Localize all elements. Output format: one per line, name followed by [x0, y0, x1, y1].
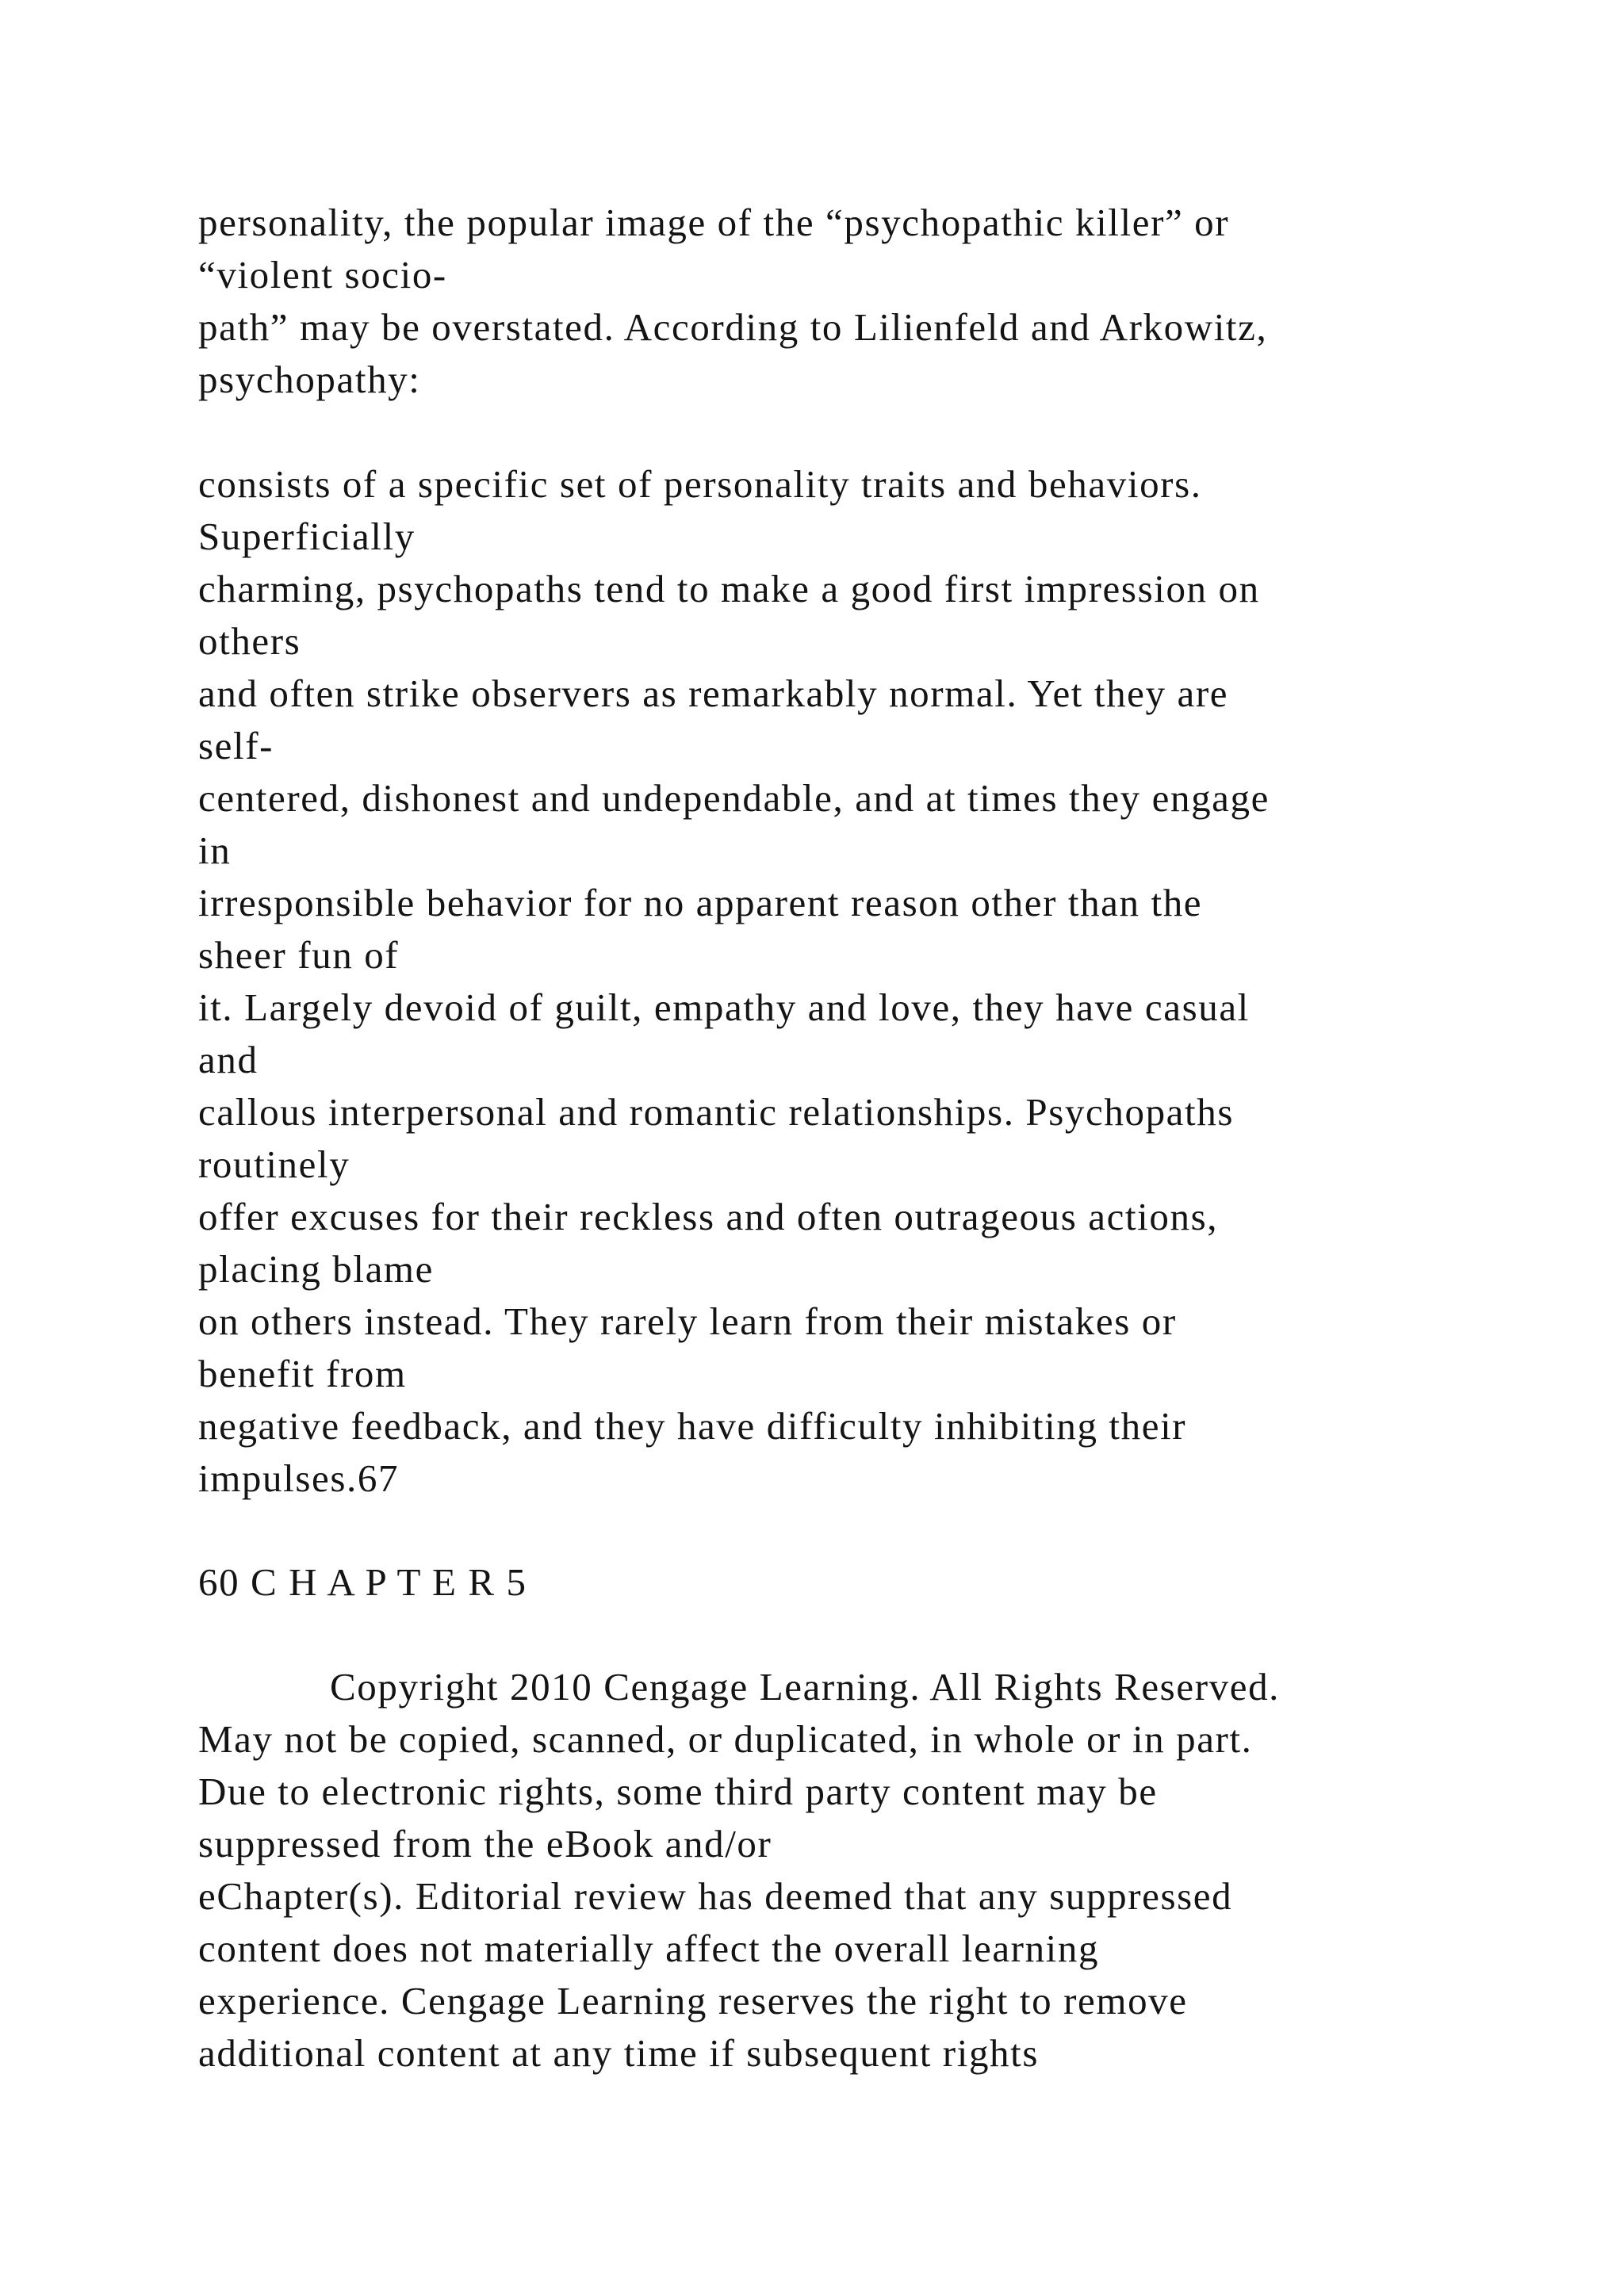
chapter-page-label: 60 C H A P T E R 5 — [198, 1560, 527, 1604]
text-line: Copyright 2010 Cengage Learning. All Rights Reserved. — [330, 1665, 1281, 1709]
block-quote — [198, 458, 1546, 1505]
text-line: offer excuses for their reckless and often outrageous actions, — [198, 1195, 1219, 1238]
text-line: “violent socio- — [198, 253, 447, 297]
text-line: callous interpersonal and romantic relationships. Psychopaths — [198, 1090, 1234, 1134]
text-line: impulses.67 — [198, 1456, 400, 1500]
text-line: Superficially — [198, 515, 416, 558]
text-line: on others instead. They rarely learn from their mistakes or — [198, 1299, 1177, 1343]
text-line: and — [198, 1038, 259, 1081]
text-line: and often strike observers as remarkably normal. Yet they are — [198, 672, 1229, 715]
text-line: suppressed from the eBook and/or — [198, 1822, 772, 1866]
text-line: content does not materially affect the overall learning — [198, 1927, 1100, 1970]
text-line: Due to electronic rights, some third party content may be — [198, 1770, 1158, 1813]
text-line: psychopathy: — [198, 358, 421, 401]
text-line: negative feedback, and they have difficulty inhibiting their — [198, 1404, 1187, 1448]
text-line: others — [198, 619, 301, 663]
text-line: additional content at any time if subsequent rights — [198, 2031, 1040, 2075]
intro-paragraph — [198, 197, 1546, 406]
text-line: in — [198, 828, 232, 872]
text-line: irresponsible behavior for no apparent reason other than the — [198, 881, 1203, 924]
text-line: benefit from — [198, 1352, 407, 1395]
text-line: consists of a specific set of personality traits and behaviors. — [198, 462, 1202, 506]
text-line: path” may be overstated. According to Lilienfeld and Arkowitz, — [198, 305, 1268, 349]
chapter-header — [198, 1556, 1546, 1609]
text-line: centered, dishonest and undependable, and at times they engage — [198, 776, 1270, 820]
text-line: sheer fun of — [198, 933, 400, 977]
text-line: May not be copied, scanned, or duplicated, in whole or in part. — [198, 1717, 1253, 1761]
text-line: self- — [198, 724, 274, 767]
text-line: personality, the popular image of the “psychopathic killer” or — [198, 201, 1230, 244]
text-line: eChapter(s). Editorial review has deemed that any suppressed — [198, 1874, 1233, 1918]
text-line: it. Largely devoid of guilt, empathy and love, they have casual — [198, 985, 1250, 1029]
text-line: placing blame — [198, 1247, 434, 1291]
text-line: experience. Cengage Learning reserves the right to remove — [198, 1979, 1188, 2022]
text-line: routinely — [198, 1142, 350, 1186]
text-line: charming, psychopaths tend to make a good first impression on — [198, 567, 1260, 610]
copyright-notice — [198, 1661, 1546, 2080]
